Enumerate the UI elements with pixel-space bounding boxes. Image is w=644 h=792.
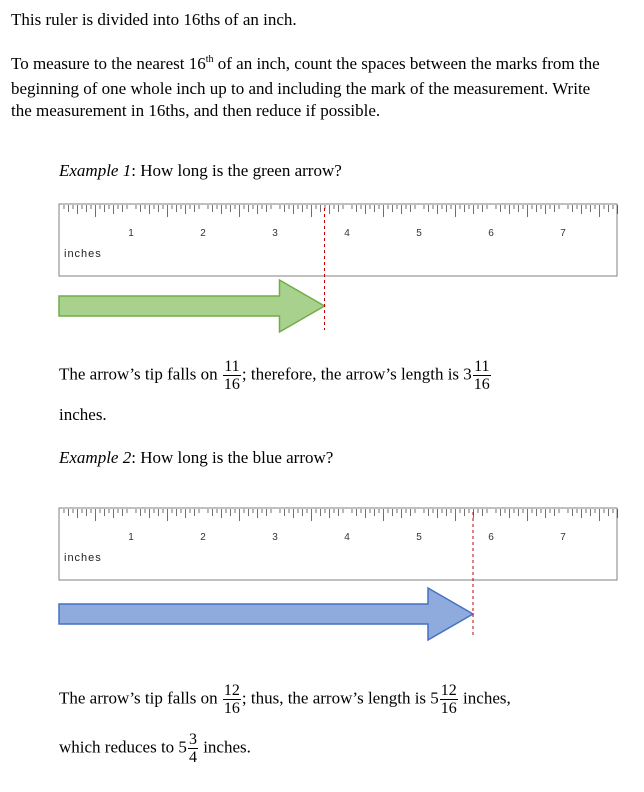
ruler-number: 6 <box>488 532 494 543</box>
example2-answer-middle: ; thus, the arrow’s length is 5 <box>241 688 439 708</box>
example2-tip-fraction <box>223 682 241 717</box>
green-arrow <box>59 280 325 332</box>
ruler-body <box>59 508 617 580</box>
fraction-numerator: 12 <box>440 682 457 699</box>
ruler-example1 <box>59 204 618 276</box>
blue-arrow <box>59 588 473 640</box>
ruler-number: 4 <box>344 228 350 239</box>
ruler-number: 3 <box>272 228 278 239</box>
fraction-numerator: 11 <box>224 358 240 375</box>
example2-answer-end: inches, <box>458 688 511 708</box>
example2-label: Example 2 <box>59 448 132 467</box>
ruler-number: 2 <box>200 532 206 543</box>
fraction-denominator: 16 <box>440 700 457 717</box>
ruler-number: 5 <box>416 532 422 543</box>
ruler-unit-label: inches <box>64 552 102 564</box>
fraction-numerator: 3 <box>188 731 197 748</box>
fraction-denominator: 16 <box>223 376 240 393</box>
example2-answer-start: The arrow’s tip falls on <box>59 688 218 708</box>
example2-length-fraction <box>440 682 458 717</box>
intro-text-end: of an inch, count the spaces between the marks from the beginning of one whole inch up to and including the mark of the measurement. Write the measurement in 16ths, and then reduce if possible. <box>11 54 600 120</box>
ruler-number: 3 <box>272 532 278 543</box>
ruler-body <box>59 204 617 276</box>
example2-reduced-fraction <box>188 731 198 766</box>
fraction-numerator: 11 <box>474 358 490 375</box>
example1-answer <box>59 358 492 393</box>
ruler-number: 5 <box>416 228 422 239</box>
intro-line: This ruler is divided into 16ths of an inch. <box>11 10 297 29</box>
example1-label: Example 1 <box>59 161 132 180</box>
example1-length-fraction <box>473 358 491 393</box>
example1-answer-end: inches. <box>59 405 107 424</box>
example1-answer-middle: ; therefore, the arrow’s length is 3 <box>241 364 472 384</box>
intro-superscript: th <box>205 54 214 65</box>
ruler-number: 6 <box>488 228 494 239</box>
intro-text-start: To measure to the nearest 16 <box>11 54 206 73</box>
fraction-denominator: 16 <box>223 700 240 717</box>
fraction-numerator: 12 <box>223 682 240 699</box>
ruler-number: 1 <box>128 228 134 239</box>
example2-reduce-end: inches. <box>198 737 251 757</box>
example1-tip-fraction <box>223 358 241 393</box>
ruler-unit-label: inches <box>64 248 102 260</box>
ruler-number: 2 <box>200 228 206 239</box>
ruler-number: 7 <box>560 228 566 239</box>
example2-reduction <box>59 731 251 766</box>
ruler-number: 7 <box>560 532 566 543</box>
example1-question: : How long is the green arrow? <box>131 161 342 180</box>
example2-reduce-start: which reduces to 5 <box>59 737 187 757</box>
example1-answer-start: The arrow’s tip falls on <box>59 364 218 384</box>
ruler-number: 4 <box>344 532 350 543</box>
example2-answer <box>59 682 511 717</box>
fraction-denominator: 4 <box>188 749 197 766</box>
example2-question: : How long is the blue arrow? <box>131 448 334 467</box>
ruler-example2 <box>59 508 618 580</box>
fraction-denominator: 16 <box>473 376 490 393</box>
ruler-number: 1 <box>128 532 134 543</box>
